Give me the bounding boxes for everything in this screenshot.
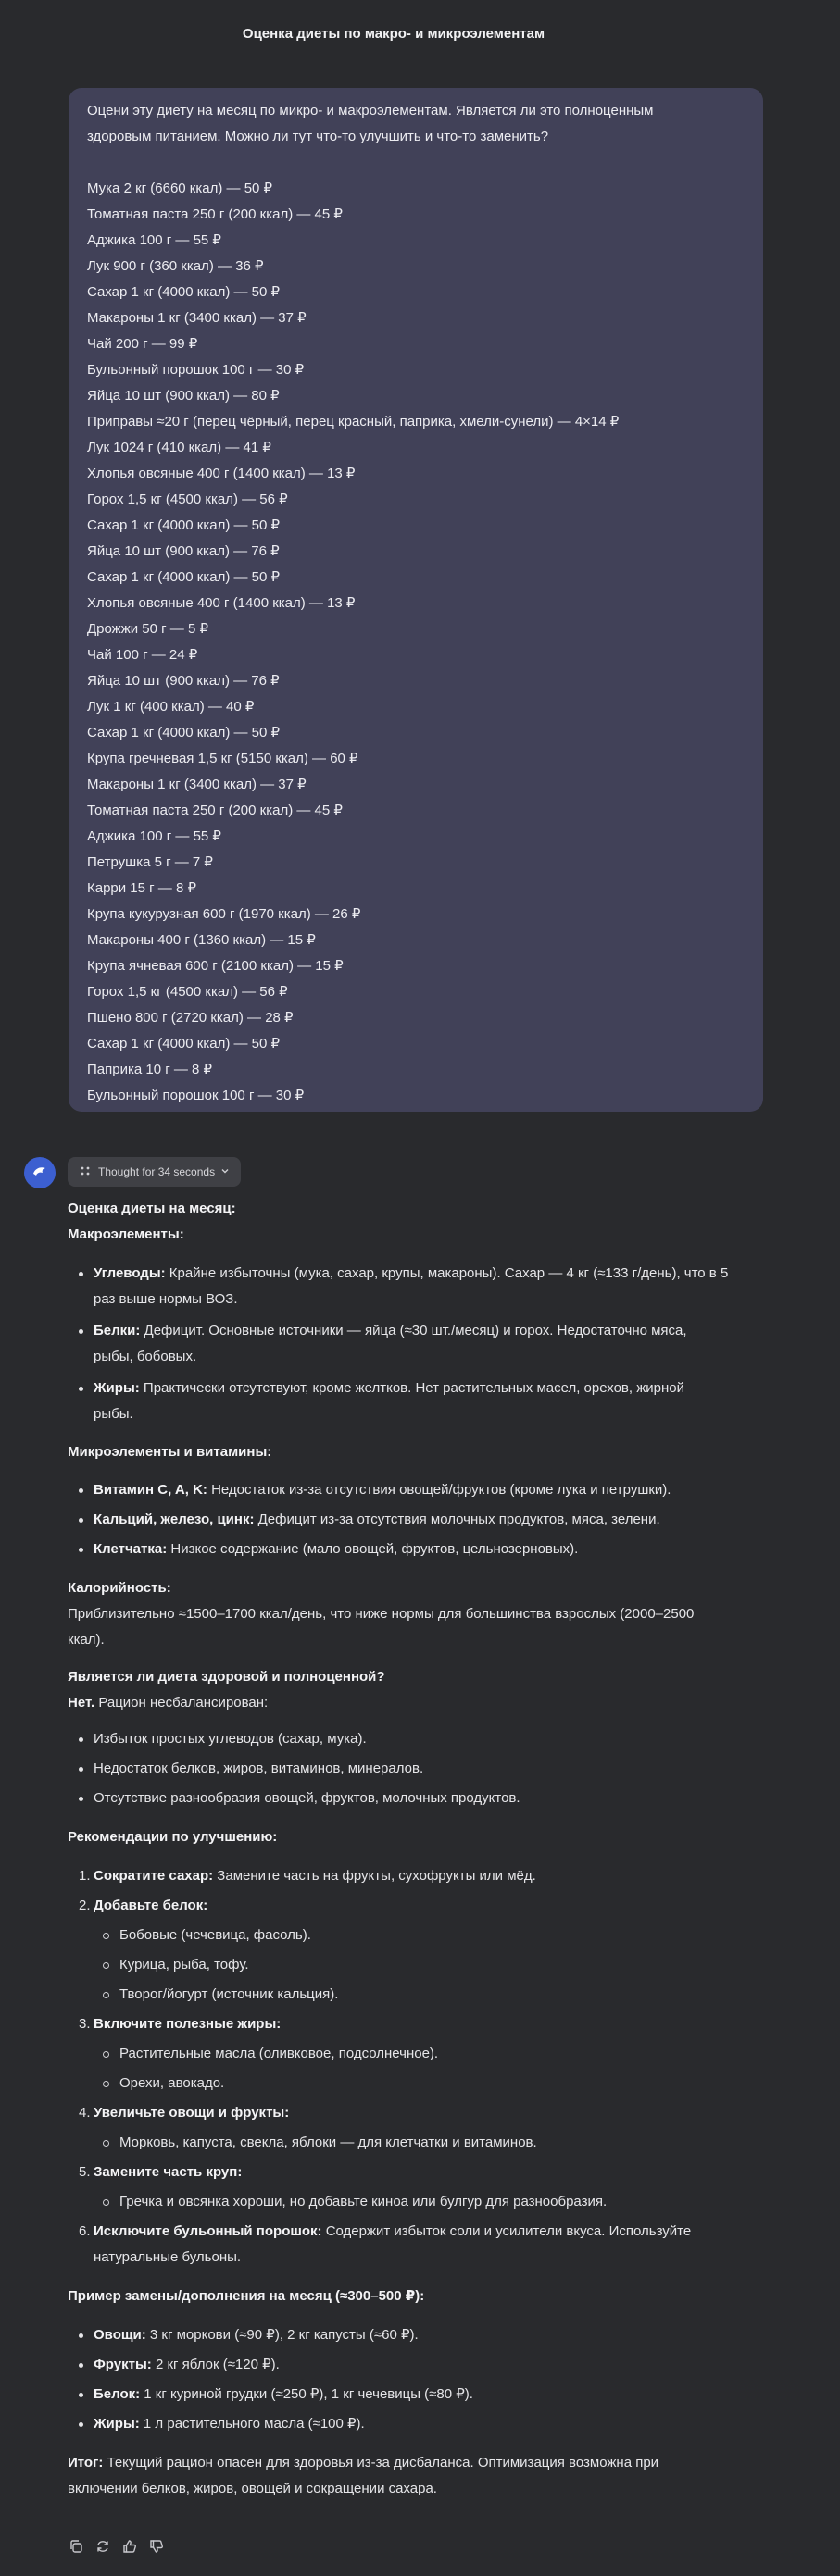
diet-item: Сахар 1 кг (4000 ккал) — 50 ₽	[87, 284, 281, 300]
calories-text: Приблизительно ≈1500–1700 ккал/день, что ниже нормы для большинства взрослых (2000–2500 ккал).	[68, 1606, 695, 1648]
list-item: Клетчатка: Низкое содержание (мало овощей, фруктов, цельнозерновых).	[68, 1537, 748, 1562]
sub-list-item: Морковь, капуста, свекла, яблоки — для клетчатки и витаминов.	[68, 2130, 748, 2156]
list-item: Кальций, железо, цинк: Дефицит из-за отсутствия молочных продуктов, мяса, зелени.	[68, 1507, 748, 1533]
diet-item: Аджика 100 г — 55 ₽	[87, 232, 221, 248]
sub-list-item: Гречка и овсянка хороши, но добавьте киноа или булгур для разнообразия.	[68, 2189, 748, 2215]
diet-item: Горох 1,5 кг (4500 ккал) — 56 ₽	[87, 492, 288, 507]
diet-item: Макароны 1 кг (3400 ккал) — 37 ₽	[87, 310, 307, 326]
page-title: Оценка диеты по макро- и микроэлементам	[242, 26, 545, 42]
thumbs-up-icon[interactable]	[121, 2538, 138, 2555]
list-item: Белки: Дефицит. Основные источники — яйца (≈30 шт./месяц) и горох. Недостаточно мяса, рыбы, бобовых.	[68, 1318, 748, 1370]
user-message	[69, 88, 763, 1112]
recommendations-heading: Рекомендации по улучшению:	[68, 1829, 278, 1845]
list-item: Жиры: 1 л растительного масла (≈100 ₽).	[68, 2411, 748, 2437]
diet-item: Яйца 10 шт (900 ккал) — 80 ₽	[87, 388, 280, 404]
healthy-list	[68, 1726, 748, 1811]
diet-item: Сахар 1 кг (4000 ккал) — 50 ₽	[87, 517, 281, 533]
diet-item: Чай 100 г — 24 ₽	[87, 647, 198, 663]
sub-list-item: Растительные масла (оливковое, подсолнечное).	[68, 2041, 748, 2067]
list-item: 3. Включите полезные жиры:	[79, 2016, 282, 2032]
calories-heading: Калорийность:	[68, 1580, 171, 1596]
diet-item: Лук 1024 г (410 ккал) — 41 ₽	[87, 440, 271, 455]
recommendations-list	[68, 1863, 748, 2271]
list-item: Белок: 1 кг куриной грудки (≈250 ₽), 1 кг чечевицы (≈80 ₽).	[68, 2382, 748, 2408]
diet-item: Томатная паста 250 г (200 ккал) — 45 ₽	[87, 206, 343, 222]
diet-item: Яйца 10 шт (900 ккал) — 76 ₽	[87, 673, 280, 689]
list-item: Овощи: 3 кг моркови (≈90 ₽), 2 кг капусты (≈60 ₽).	[68, 2322, 748, 2348]
diet-item: Паприка 10 г — 8 ₽	[87, 1062, 213, 1077]
assistant-answer	[68, 1196, 748, 2502]
diet-item: Крупа гречневая 1,5 кг (5150 ккал) — 60 ₽	[87, 751, 358, 766]
diet-item: Макароны 1 кг (3400 ккал) — 37 ₽	[87, 777, 307, 792]
diet-item: Лук 900 г (360 ккал) — 36 ₽	[87, 258, 264, 274]
list-item: 1. Сократите сахар: Замените часть на фрукты, сухофрукты или мёд.	[79, 1868, 536, 1884]
list-item: Жиры: Практически отсутствуют, кроме желтков. Нет растительных масел, орехов, жирной рыбы.	[68, 1375, 748, 1427]
swap-heading: Пример замены/дополнения на месяц (≈300–500 ₽):	[68, 2288, 425, 2304]
list-item: Углеводы: Крайне избыточны (мука, сахар, крупы, макароны). Сахар — 4 кг (≈133 г/день), что в 5 раз выше нормы ВОЗ.	[68, 1261, 748, 1313]
diet-item: Сахар 1 кг (4000 ккал) — 50 ₽	[87, 569, 281, 585]
diet-item: Крупа кукурузная 600 г (1970 ккал) — 26 ₽	[87, 906, 361, 922]
user-intro-line: Оцени эту диету на месяц по микро- и макроэлементам. Является ли это полноценным	[87, 103, 654, 118]
user-intro-line: здоровым питанием. Можно ли тут что-то улучшить и что-то заменить?	[87, 129, 549, 144]
list-item: 2. Добавьте белок:	[79, 1898, 208, 1913]
list-item: 5. Замените часть круп:	[79, 2164, 243, 2180]
diet-item: Макароны 400 г (1360 ккал) — 15 ₽	[87, 932, 316, 948]
diet-item: Лук 1 кг (400 ккал) — 40 ₽	[87, 699, 255, 715]
diet-item: Петрушка 5 г — 7 ₽	[87, 854, 213, 870]
diet-item: Мука 2 кг (6660 ккал) — 50 ₽	[87, 180, 273, 196]
macro-heading: Макроэлементы:	[68, 1226, 184, 1242]
macro-list	[68, 1261, 748, 1427]
sub-list-item: Орехи, авокадо.	[68, 2071, 748, 2097]
thought-label: Thought for 34 seconds	[98, 1165, 216, 1178]
diet-item: Пшено 800 г (2720 ккал) — 28 ₽	[87, 1010, 294, 1026]
sub-list-item: Бобовые (чечевица, фасоль).	[68, 1923, 748, 1948]
diet-item: Бульонный порошок 100 г — 30 ₽	[87, 362, 305, 378]
thought-icon	[80, 1165, 91, 1179]
thumbs-down-icon[interactable]	[148, 2538, 165, 2555]
sub-list-item: Курица, рыба, тофу.	[68, 1952, 748, 1978]
diet-item: Томатная паста 250 г (200 ккал) — 45 ₽	[87, 803, 343, 818]
diet-item: Хлопья овсяные 400 г (1400 ккал) — 13 ₽	[87, 595, 356, 611]
diet-item: Сахар 1 кг (4000 ккал) — 50 ₽	[87, 725, 281, 740]
healthy-text: Нет. Рацион несбалансирован:	[68, 1695, 269, 1711]
copy-icon[interactable]	[68, 2538, 84, 2555]
diet-item: Хлопья овсяные 400 г (1400 ккал) — 13 ₽	[87, 466, 356, 481]
diet-item: Бульонный порошок 100 г — 30 ₽	[87, 1088, 305, 1103]
diet-item: Яйца 10 шт (900 ккал) — 76 ₽	[87, 543, 280, 559]
diet-item: Чай 200 г — 99 ₽	[87, 336, 198, 352]
diet-item: Сахар 1 кг (4000 ккал) — 50 ₽	[87, 1036, 281, 1052]
diet-item: Дрожжи 50 г — 5 ₽	[87, 621, 209, 637]
list-item: Избыток простых углеводов (сахар, мука).	[68, 1726, 748, 1752]
list-item: Недостаток белков, жиров, витаминов, минералов.	[68, 1756, 748, 1782]
summary-text: Итог: Текущий рацион опасен для здоровья из-за дисбаланса. Оптимизация возможна при включении белков, жиров, овощей и сокращении сахара.	[68, 2455, 659, 2496]
thought-toggle-button[interactable]	[68, 1157, 241, 1187]
message-actions	[68, 2538, 165, 2555]
swap-list	[68, 2322, 748, 2437]
list-item: Фрукты: 2 кг яблок (≈120 ₽).	[68, 2352, 748, 2378]
list-item: Отсутствие разнообразия овощей, фруктов, молочных продуктов.	[68, 1786, 748, 1811]
answer-title: Оценка диеты на месяц:	[68, 1201, 236, 1216]
diet-item: Карри 15 г — 8 ₽	[87, 880, 197, 896]
chevron-down-icon	[220, 1165, 230, 1178]
diet-item: Горох 1,5 кг (4500 ккал) — 56 ₽	[87, 984, 288, 1000]
list-item: Витамин C, A, K: Недостаток из-за отсутствия овощей/фруктов (кроме лука и петрушки).	[68, 1477, 748, 1503]
regenerate-icon[interactable]	[94, 2538, 111, 2555]
list-item: 4. Увеличьте овощи и фрукты:	[79, 2105, 290, 2121]
diet-item: Приправы ≈20 г (перец чёрный, перец красный, паприка, хмели-сунели) — 4×14 ₽	[87, 414, 620, 429]
list-item: 6. Исключите бульонный порошок: Содержит избыток соли и усилители вкуса. Используйте натуральные бульоны.	[79, 2223, 692, 2265]
assistant-avatar-icon	[24, 1157, 56, 1188]
micro-list	[68, 1477, 748, 1562]
healthy-heading: Является ли диета здоровой и полноценной?	[68, 1669, 385, 1685]
micro-heading: Микроэлементы и витамины:	[68, 1444, 272, 1460]
diet-item: Крупа ячневая 600 г (2100 ккал) — 15 ₽	[87, 958, 344, 974]
sub-list-item: Творог/йогурт (источник кальция).	[68, 1982, 748, 2008]
diet-item: Аджика 100 г — 55 ₽	[87, 828, 221, 844]
